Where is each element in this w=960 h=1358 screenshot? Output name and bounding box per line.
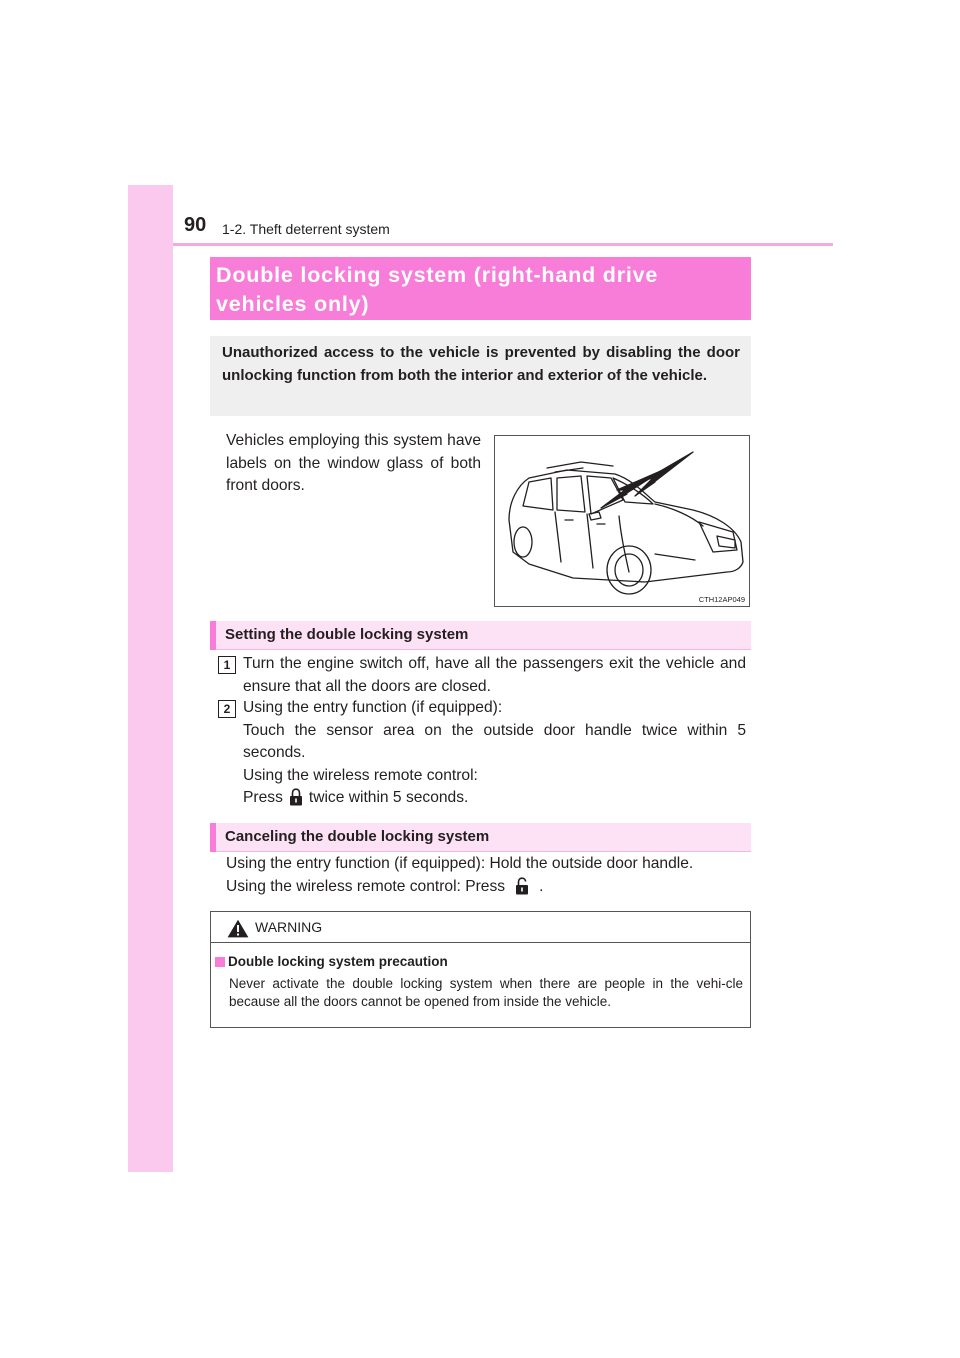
- labels-paragraph: Vehicles employing this system have labels on the window glass of both front doors.: [226, 432, 481, 494]
- canceling-line2: [226, 876, 756, 899]
- press-suffix: twice within 5 seconds.: [308, 789, 469, 806]
- canceling-text: [226, 853, 756, 898]
- figure-code: CTH12AP049: [698, 595, 745, 604]
- unlock-icon: [515, 877, 529, 895]
- warning-bullet-square: [215, 957, 225, 967]
- setting-subheading: [210, 621, 751, 650]
- subheading-accent-bar: [210, 621, 216, 650]
- section-title-line1: Double locking system (right-hand drive: [216, 263, 659, 287]
- press-label: Press: [243, 789, 283, 806]
- canceling-heading: Canceling the double locking system: [225, 828, 490, 845]
- warning-title: Double locking system precaution: [228, 954, 448, 969]
- step-2-line2: Touch the sensor area on the outside door handle twice within 5 seconds.: [243, 721, 746, 761]
- header-rule: [173, 243, 833, 246]
- warning-box: [210, 911, 751, 1028]
- car-drawing: [495, 436, 751, 608]
- warning-triangle-icon: [227, 919, 249, 938]
- step-2-number: 2: [218, 700, 236, 718]
- canceling-line1: Using the entry function (if equipped): Hold the outside door handle.: [226, 855, 694, 872]
- chapter-title: 1-2. Theft deterrent system: [222, 221, 390, 237]
- side-tab-bar: [128, 185, 173, 1172]
- setting-heading: Setting the double locking system: [225, 626, 469, 643]
- warning-header: [211, 912, 750, 943]
- step-2-text: [243, 697, 746, 810]
- warning-body: Never activate the double locking system when there are people in the vehi-cle because all the doors cannot be opened from inside the vehicle.: [229, 976, 743, 1009]
- lock-icon: [289, 788, 303, 806]
- step-2-line1: Using the entry function (if equipped):: [243, 699, 503, 716]
- section-title-line2: vehicles only): [216, 292, 370, 316]
- canceling-line2-suffix: .: [539, 877, 544, 895]
- warning-label: WARNING: [255, 919, 323, 935]
- step-2-line4: [243, 787, 746, 810]
- car-illustration: [494, 435, 750, 607]
- subheading-accent-bar: [210, 823, 216, 852]
- section-title: [216, 261, 746, 319]
- canceling-subheading: [210, 823, 751, 852]
- intro-text: Unauthorized access to the vehicle is prevented by disabling the door unlocking function from both the interior and exterior of the vehicle.: [222, 344, 740, 384]
- step-2-line3: Using the wireless remote control:: [243, 766, 478, 784]
- page-number: 90: [184, 214, 207, 236]
- step-1-text: Turn the engine switch off, have all the passengers exit the vehicle and ensure that all the doors are closed.: [243, 655, 746, 695]
- canceling-line2-text: Using the wireless remote control: Press: [226, 877, 506, 895]
- step-1-number: 1: [218, 656, 236, 674]
